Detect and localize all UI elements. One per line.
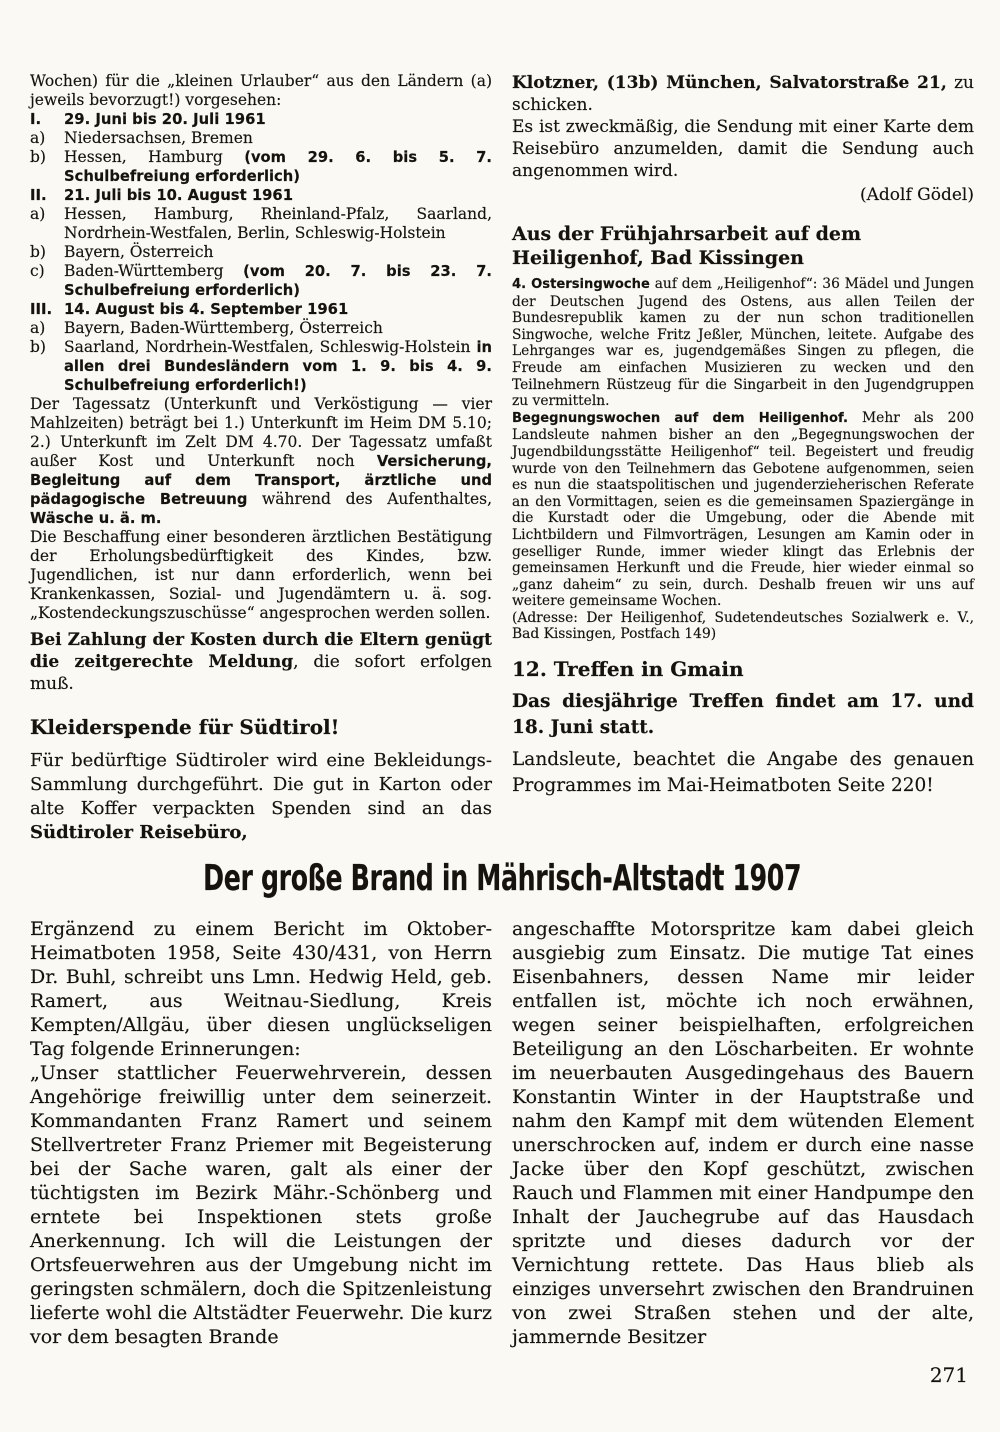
article-left-column: [30, 917, 492, 1387]
group-title: 21. Juli bis 10. August 1961: [64, 187, 294, 204]
group-title: 14. August bis 4. September 1961: [64, 301, 349, 318]
notices-right-column: [512, 72, 974, 845]
notices-left-column: [30, 72, 492, 845]
schedule-item: [30, 205, 492, 243]
landsleute-paragraph: Landsleute, beachtet die Angabe des genauen Programmes im Mai-Heimatboten Seite 220!: [512, 749, 974, 797]
item-marker: a): [30, 319, 46, 337]
signature-line: (Adolf Gödel): [860, 185, 974, 205]
item-marker: b): [30, 338, 46, 356]
beschaffung-paragraph: Die Beschaffung einer besonderen ärztlichen Bestätigung der Erholungsbedürftigkeit des Kindes, bzw. Jugendlichen, ist nur dann erforderlich, wenn bei Krankenkassen, Sozial- und Jugendämtern u. ä. sog. „Kostendeckungszuschüsse“ angesprochen werden sollen.: [30, 528, 492, 622]
group-title: 29. Juni bis 20. Juli 1961: [64, 111, 266, 128]
article-paragraph: angeschaffte Motorspritze kam dabei gleich ausgiebig zum Einsatz. Die mutige Tat eines Eisenbahners, dessen Name mir leider entfallen ist, möchte ich noch erwähnen, wegen seiner beispielhaften, erfolgreichen Beteiligung an den Löscharbeiten. Er wohnte im neuerbauten Ausgedingehaus des Bauern Konstantin Winter in der Hauptstraße und nahm den Kampf mit dem wütenden Element unerschrocken auf, indem er durch eine nasse Jacke über den Kopf geschützt, zwischen Rauch und Flammen mit einer Handpumpe den Inhalt der Jauchegrube auf das Hausdach spritzte und dieses dadurch vor der Vernichtung rettete. Das Haus blieb als einziges unversehrt zwischen den Brandruinen von zwei Straßen stehen und der alte, jammernde Besitzer: [512, 918, 974, 1348]
schedule-item: [30, 338, 492, 395]
schedule-item: [30, 129, 492, 148]
item-text: Hessen, Hamburg (vom 29. 6. bis 5. 7. Schulbefreiung erforderlich): [64, 148, 492, 185]
zahlung-paragraph: Bei Zahlung der Kosten durch die Eltern genügt die zeitgerechte Meldung, die sofort erfolgen muß.: [30, 630, 493, 694]
item-text: Bayern, Österreich: [64, 243, 214, 261]
treffen-heading: 12. Treffen in Gmain: [512, 657, 744, 682]
schedule-item: [30, 319, 492, 338]
item-marker: III.: [30, 301, 53, 318]
kleiderspende-heading: Kleiderspende für Südtirol!: [30, 715, 340, 739]
article-paragraph: Ergänzend zu einem Bericht im Oktober-Heimatboten 1958, Seite 430/431, von Herrn Dr. Buhl, schreibt uns Lmn. Hedwig Held, geb. Ramert, aus Weitnau-Siedlung, Kreis Kempten/Allgäu, über diesen unglückseligen Tag folgende Erinnerungen:: [30, 918, 492, 1060]
article-paragraph: „Unser stattlicher Feuerwehrverein, dessen Angehörige freiwillig unter dem seinerzeit. Kommandanten Franz Ramert und seinem Stellvertreter Franz Priemer mit Begeisterung bei der Sache waren, galt als einer der tüchtigsten im Bezirk Mähr.-Schönberg und erntete bei Inspektionen stets große Anerkennung. Ich will die Leistungen der Ortsfeuerwehren aus der Umgebung nicht im geringsten schmälern, doch die Spitzenleistung lieferte wohl die Altstädter Feuerwehr. Die kurz vor dem besagten Brande: [30, 1062, 492, 1348]
vacation-schedule-list: [30, 110, 492, 395]
article-headline: Der große Brand in Mährisch-Altstadt 1907: [202, 858, 802, 899]
article-section: [30, 857, 974, 1387]
begegnungswochen-paragraph: Begegnungswochen auf dem Heiligenhof. Mehr als 200 Landsleute nahmen bisher an den „Begegnungswochen der Jugendbildungsstätte Heiligenhof“ teil. Begeistert und freudig wurde von den Teilnehmern das Gebotene aufgenommen, seien es nun die staatspolitischen und jugenderzieherischen Referate an den Vormittagen, seien es die gemeinsamen Spaziergänge in die Kurstadt oder die Umgebung, oder die Abende mit Lichtbildern und Filmvorträgen, Lesungen am Kamin oder in geselliger Runde, immer wieder klingt das Erlebnis der gemeinsamen Herkunft und die Freude, hier wieder einmal so „ganz daheim“ zu sein, durch. Deshalb freuen wir uns auf weitere gemeinsame Wochen.: [512, 409, 975, 610]
intro-paragraph: Wochen) für die „kleinen Urlauber“ aus den Ländern (a) jeweils bevorzugt!) vorgesehen:: [30, 72, 492, 109]
item-text: Baden-Württemberg (vom 20. 7. bis 23. 7. Schulbefreiung erforderlich): [64, 262, 492, 299]
item-marker: b): [30, 148, 46, 166]
tagessatz-paragraph: Der Tagessatz (Unterkunft und Verköstigung — vier Mahlzeiten) beträgt bei 1.) Unterkunft im Heim DM 5.10; 2.) Unterkunft im Zelt DM 4.70. Der Tagessatz umfaßt außer Kost und Unterkunft noch Versicherung, Begleitung auf dem Transport, ärztliche und pädagogische Betreuung während des Aufenthaltes, Wäsche u. ä. m.: [30, 395, 492, 527]
schedule-group-2: [30, 186, 492, 205]
adresse-paragraph: (Adresse: Der Heiligenhof, Sudetendeutsches Sozialwerk e. V., Bad Kissingen, Postfach 149): [512, 609, 974, 643]
schedule-item: [30, 243, 492, 262]
page-number: 271: [929, 1363, 968, 1387]
article-columns: [30, 917, 974, 1387]
schedule-group-1: [30, 110, 492, 129]
fruehjahrsarbeit-heading: Aus der Frühjahrsarbeit auf dem Heiligenhof, Bad Kissingen: [512, 223, 862, 269]
klotzner-paragraph: Klotzner, (13b) München, Salvatorstraße 21, zu schicken.: [512, 73, 974, 115]
article-headline-band: [30, 857, 974, 901]
notices-section: [30, 72, 974, 845]
item-marker: b): [30, 243, 46, 261]
treffen-date-paragraph: Das diesjährige Treffen findet am 17. und 18. Juni statt.: [512, 691, 974, 739]
item-marker: a): [30, 205, 46, 223]
item-marker: a): [30, 129, 46, 147]
schedule-item: [30, 262, 492, 300]
article-right-column: [512, 917, 974, 1387]
schedule-item: [30, 148, 492, 186]
sendung-paragraph: Es ist zweckmäßig, die Sendung mit einer Karte dem Reisebüro anzumelden, damit die Sendung auch angenommen wird.: [512, 117, 974, 181]
item-text: Bayern, Baden-Württemberg, Österreich: [64, 319, 383, 337]
schedule-group-3: [30, 300, 492, 319]
item-text: Saarland, Nordrhein-Westfalen, Schleswig-Holstein in allen drei Bundesländern vom 1. 9. bis 4. 9. Schulbefreiung erforderlich!): [64, 338, 492, 394]
item-marker: II.: [30, 187, 47, 204]
item-marker: c): [30, 262, 45, 280]
item-text: Niedersachsen, Bremen: [64, 129, 253, 147]
spende-paragraph: Für bedürftige Südtiroler wird eine Bekleidungs-Sammlung durchgeführt. Die gut in Karton oder alte Koffer verpackten Spenden sind an das Südtiroler Reisebüro,: [30, 750, 492, 843]
ostersingwoche-paragraph: 4. Ostersingwoche auf dem „Heiligenhof“: 36 Mädel und Jungen der Deutschen Jugend des Ostens, aus allen Teilen der Bundesrepublik kamen zu der nun schon traditionellen Singwoche, welche Fritz Jeßler, München, leitete. Aufgabe des Lehrganges war es, jugendgemäßes Singen zu pflegen, die Freude am einfachen Musizieren zu wecken und den Teilnehmern Rüstzeug für die Singarbeit in den Jugendgruppen zu vermitteln.: [512, 276, 974, 410]
item-text: Hessen, Hamburg, Rheinland-Pfalz, Saarland, Nordrhein-Westfalen, Berlin, Schleswig-Holstein: [64, 205, 492, 242]
item-marker: I.: [30, 111, 42, 128]
